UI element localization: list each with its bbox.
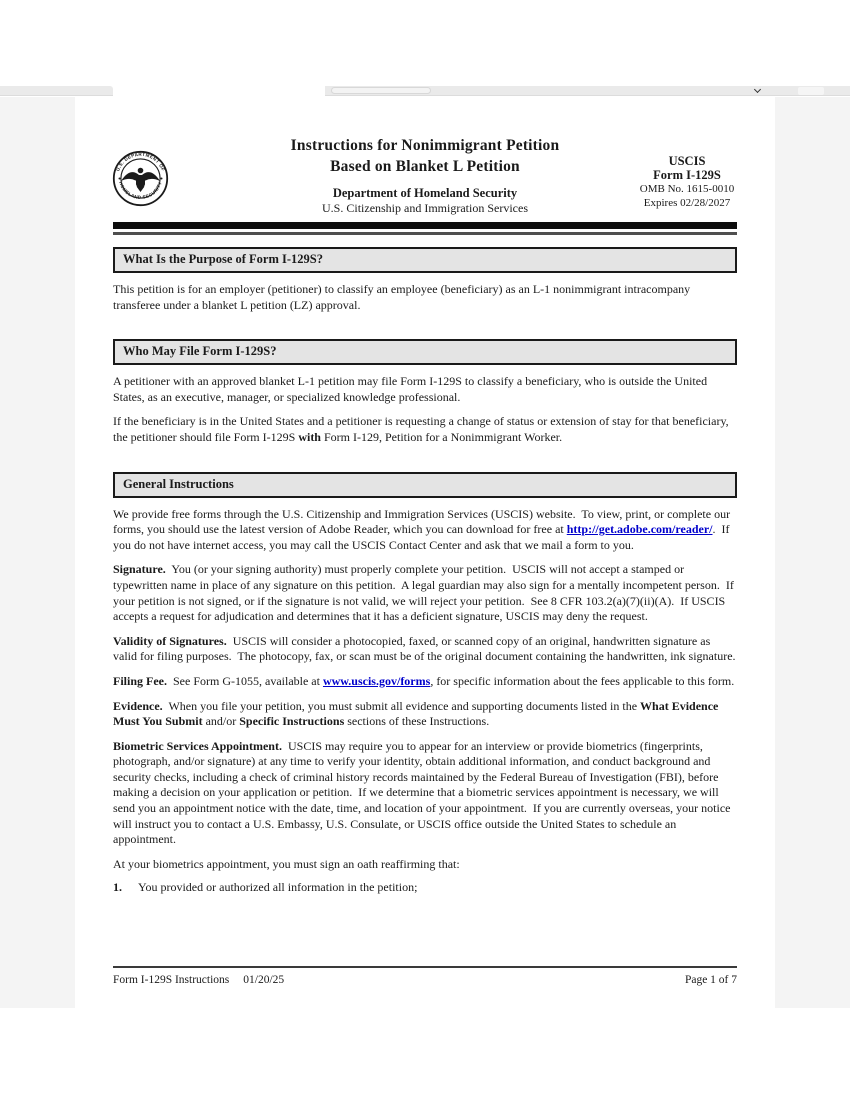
oath-item-text: You provided or authorized all information in the petition;	[138, 880, 418, 895]
who-may-file-paragraph-2	[113, 414, 737, 445]
uscis-forms-link[interactable]: www.uscis.gov/forms	[322, 673, 431, 688]
forms-availability-paragraph	[113, 507, 737, 554]
biometrics-paragraph	[113, 739, 737, 848]
adobe-reader-link[interactable]: http://get.adobe.com/reader/	[566, 522, 713, 537]
form-info-block	[617, 154, 757, 210]
document-page	[75, 97, 775, 1008]
evidence-text-3: sections of these Instructions.	[344, 714, 490, 729]
footer-edition-date: 01/20/25	[243, 974, 285, 986]
evidence-bold-2: Specific Instructions	[239, 714, 345, 729]
who-p2-pre: If the beneficiary is in the United States and a petitioner is requesting a change of status or extension of stay for that beneficiary, the petitioner should file Form I-129S	[113, 414, 732, 444]
section-heading-general-instructions: General Instructions	[113, 472, 737, 498]
purpose-paragraph: This petition is for an employer (petitioner) to classify an employee (beneficiary) as an L-1 nonimmigrant intracompany transferee under a blanket L petition (LZ) approval.	[113, 282, 694, 312]
who-p2-bold: with	[298, 429, 321, 444]
expiration-date: Expires 02/28/2027	[643, 197, 731, 209]
validity-label: Validity of Signatures.	[113, 633, 227, 648]
viewer-background-right	[775, 97, 850, 1008]
toolbar-fragment-right	[325, 86, 850, 96]
form-agency: USCIS	[668, 154, 706, 168]
dhs-seal-icon	[112, 150, 169, 207]
toolbar-fragment-left	[0, 86, 113, 96]
agency-name: Department of Homeland Security	[332, 186, 518, 200]
forms-pre: We provide free forms through the U.S. Citizenship and Immigration Services (USCIS) website. To view, print, or complete our forms, you should use the latest version of Adobe Reader, which you can download for free at	[113, 506, 734, 537]
header-rule-thin	[113, 232, 737, 235]
header-rule-thick	[113, 222, 737, 229]
evidence-paragraph	[113, 699, 737, 730]
filing-fee-label: Filing Fee.	[113, 673, 167, 688]
page-footer	[113, 966, 737, 986]
oath-intro-paragraph: At your biometrics appointment, you must sign an oath reaffirming that:	[113, 856, 460, 871]
footer-rule	[113, 966, 737, 968]
filing-fee-post: , for specific information about the fees applicable to this form.	[430, 673, 735, 688]
toolbar-button-fragment[interactable]	[798, 87, 824, 95]
evidence-text-2: and/or	[202, 714, 240, 729]
signature-paragraph	[113, 562, 737, 624]
biometrics-label: Biometric Services Appointment.	[113, 738, 282, 753]
oath-list-item-1	[113, 880, 737, 896]
biometrics-text: USCIS may require you to appear for an interview or provide biometrics (fingerprints, photograph, and/or signature) at any time to verify your identity, obtain additional information, and conduct background and security checks, including a check of criminal history records maintained by the Federal Bureau of Investigation (FBI), before making a decision on your application or petition. If we determine that a biometric services appointment is necessary, we will send you an appointment notice with the date, time, and location of your appointment. If you are currently overseas, your notice will instruct you to contact a U.S. Embassy, U.S. Consulate, or USCIS office outside the United States to schedule an appointment.	[113, 738, 734, 847]
footer-page-indicator: Page 1 of 7	[684, 974, 737, 986]
forms-post: . If you do not have internet access, you may call the USCIS Contact Center and ask that we mail a form to you.	[113, 522, 733, 552]
validity-text: USCIS will consider a photocopied, faxed, or scanned copy of an original, handwritten signature as valid for filing purposes. The photocopy, fax, or scan must be of the original document containing the handwritten, ink signature.	[113, 633, 736, 664]
document-header	[113, 97, 737, 216]
evidence-text-1: When you file your petition, you must submit all evidence and supporting documents listed in the	[162, 698, 641, 713]
section-heading-who-may-file: Who May File Form I-129S?	[113, 339, 737, 365]
scrollbar-thumb[interactable]	[331, 87, 431, 94]
footer-form-name: Form I-129S Instructions	[113, 974, 230, 986]
document-title-line1: Instructions for Nonimmigrant Petition	[290, 137, 560, 154]
chevron-down-icon[interactable]	[755, 87, 761, 93]
who-p2-post: Form I-129, Petition for a Nonimmigrant Worker.	[320, 429, 563, 444]
seal-ring-text-bottom: HOMELAND SECURITY	[118, 180, 163, 200]
oath-item-number: 1.	[113, 880, 122, 895]
evidence-bold-1: What Evidence Must You Submit	[113, 698, 722, 729]
viewer-background-left	[0, 97, 75, 1008]
section-heading-purpose: What Is the Purpose of Form I-129S?	[113, 247, 737, 273]
seal-ring-text-top: U.S. DEPARTMENT OF	[115, 151, 166, 172]
document-title-line2: Based on Blanket L Petition	[330, 158, 520, 175]
footer-document-id	[113, 974, 284, 986]
filing-fee-pre: See Form G-1055, available at	[167, 673, 323, 688]
omb-number: OMB No. 1615-0010	[639, 183, 735, 195]
agency-subname: U.S. Citizenship and Immigration Services	[322, 201, 528, 215]
validity-paragraph	[113, 634, 737, 665]
filing-fee-paragraph	[113, 674, 737, 690]
signature-text: You (or your signing authority) must properly complete your petition. USCIS will not accept a stamped or typewritten name in place of any signature on this petition. A legal guardian may also sign for a mentally incompetent person. If your petition is not signed, or if the signature is not valid, we will reject your petition. See 8 CFR 103.2(a)(7)(ii)(A). If USCIS accepts a request for adjudication and determines that it has a deficient signature, USCIS may deny the request.	[113, 562, 737, 624]
evidence-label: Evidence.	[113, 698, 163, 713]
who-may-file-paragraph-1: A petitioner with an approved blanket L-1 petition may file Form I-129S to classify a beneficiary, who is outside the United States, as an executive, manager, or specialized knowledge professional.	[113, 374, 711, 404]
form-number: Form I-129S	[653, 168, 721, 182]
signature-label: Signature.	[113, 562, 166, 577]
